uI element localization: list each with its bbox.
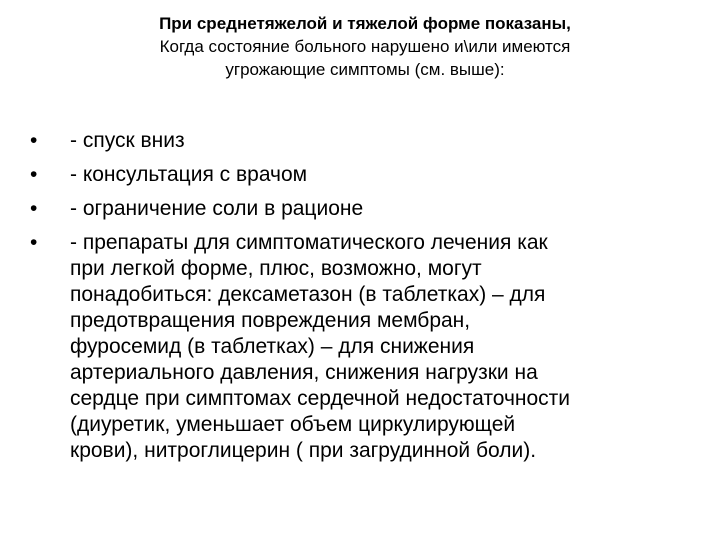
bullet-text-line: предотвращения повреждения мембран,: [70, 309, 471, 332]
bullet-marker: •: [30, 129, 38, 152]
bullet-text-line: фуросемид (в таблетках) – для снижения: [70, 335, 475, 358]
bullet-list: [28, 128, 708, 464]
bullet-text: - консультация с врачом: [70, 163, 308, 186]
slide-title: [60, 12, 670, 81]
bullet-text-line: артериального давления, снижения нагрузки на: [70, 361, 538, 384]
bullet-item-medication: [28, 230, 708, 464]
bullet-text-line: (диуретик, уменьшает объем циркулирующей: [70, 413, 516, 436]
bullet-text: - ограничение соли в рационе: [70, 197, 364, 220]
bullet-marker: •: [30, 197, 38, 220]
bullet-text-line: при легкой форме, плюс, возможно, могут: [70, 257, 482, 280]
bullet-text-line: сердце при симптомах сердечной недостаточности: [70, 387, 571, 410]
bullet-text-line: крови), нитроглицерин ( при загрудинной боли).: [70, 439, 537, 462]
title-line-3: угрожающие симптомы (см. выше):: [225, 60, 505, 79]
bullet-item-doctor: [28, 162, 708, 188]
bullet-item-descent: [28, 128, 708, 154]
bullet-marker: •: [30, 163, 38, 186]
bullet-item-salt: [28, 196, 708, 222]
title-line-2: Когда состояние больного нарушено и\или имеются: [159, 37, 571, 56]
title-line-1: При среднетяжелой и тяжелой форме показаны,: [159, 14, 571, 33]
bullet-text-line: понадобиться: дексаметазон (в таблетках) – для: [70, 283, 546, 306]
bullet-marker: •: [30, 231, 38, 254]
bullet-text: - спуск вниз: [70, 129, 185, 152]
bullet-text-line: - препараты для симптоматического лечения как: [70, 231, 548, 254]
